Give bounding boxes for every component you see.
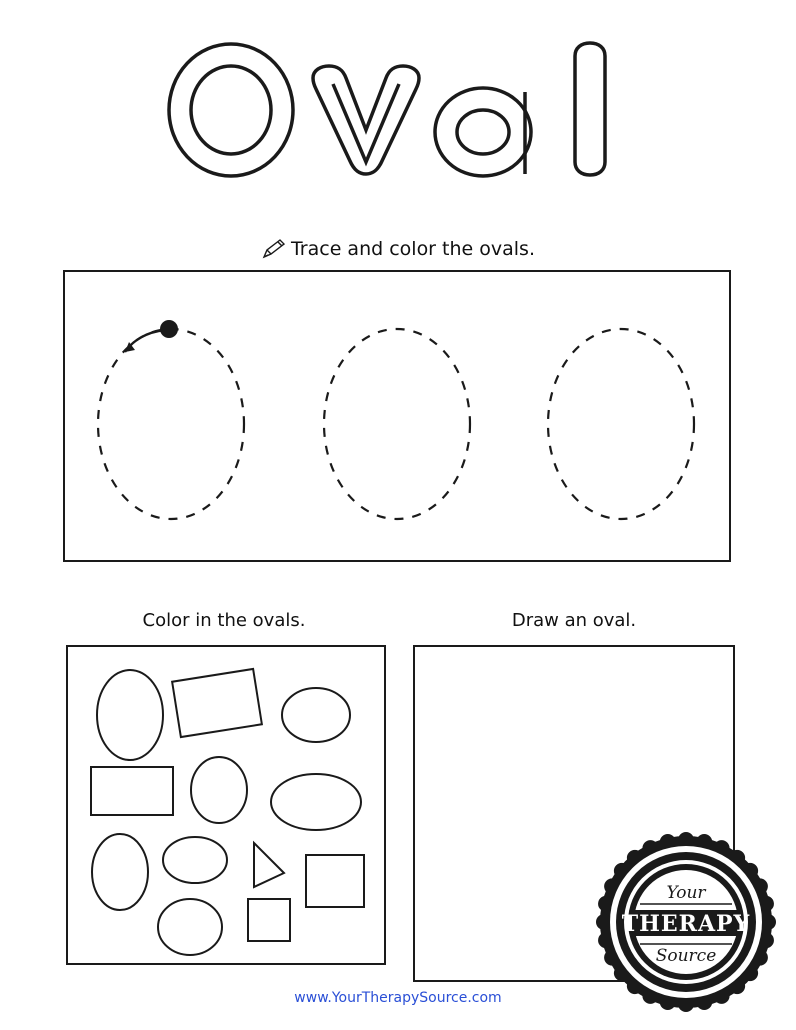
trace-ovals-svg bbox=[65, 272, 729, 560]
square-1[interactable] bbox=[248, 899, 290, 941]
pencil-icon bbox=[261, 238, 287, 260]
page-title bbox=[0, 40, 796, 190]
oval-1[interactable] bbox=[97, 670, 163, 760]
rectangle-2[interactable] bbox=[91, 767, 173, 815]
instruction-trace-text: Trace and color the ovals. bbox=[290, 238, 535, 260]
oval-2[interactable] bbox=[282, 688, 350, 742]
logo-your-therapy-source bbox=[596, 832, 776, 1012]
shapes-svg bbox=[68, 647, 384, 963]
oval-3[interactable] bbox=[191, 757, 247, 823]
triangle-1[interactable] bbox=[254, 843, 284, 887]
oval-6[interactable] bbox=[163, 837, 227, 883]
start-dot bbox=[160, 320, 178, 338]
caption-draw-an-oval: Draw an oval. bbox=[511, 610, 637, 631]
caption-color-in-ovals: Color in the ovals. bbox=[142, 610, 306, 631]
direction-arrow bbox=[125, 330, 165, 352]
trace-practice-box bbox=[63, 270, 731, 562]
logo-line-your: Your bbox=[666, 883, 706, 903]
footer-url-link[interactable]: www.YourTherapySource.com bbox=[294, 990, 502, 1006]
logo-line-therapy: THERAPY bbox=[621, 911, 751, 937]
footer-url[interactable] bbox=[0, 990, 796, 1006]
rectangle-3[interactable] bbox=[306, 855, 364, 907]
logo-line-source: Source bbox=[655, 946, 717, 966]
oval-4[interactable] bbox=[271, 774, 361, 830]
color-in-ovals-box bbox=[66, 645, 386, 965]
title-outline-art bbox=[163, 40, 633, 190]
trace-oval-2 bbox=[324, 329, 470, 519]
trace-oval-3 bbox=[548, 329, 694, 519]
rectangle-1[interactable] bbox=[172, 669, 262, 737]
instruction-trace-row bbox=[0, 238, 796, 260]
trace-oval-1 bbox=[98, 329, 244, 519]
oval-7[interactable] bbox=[158, 899, 222, 955]
oval-5[interactable] bbox=[92, 834, 148, 910]
